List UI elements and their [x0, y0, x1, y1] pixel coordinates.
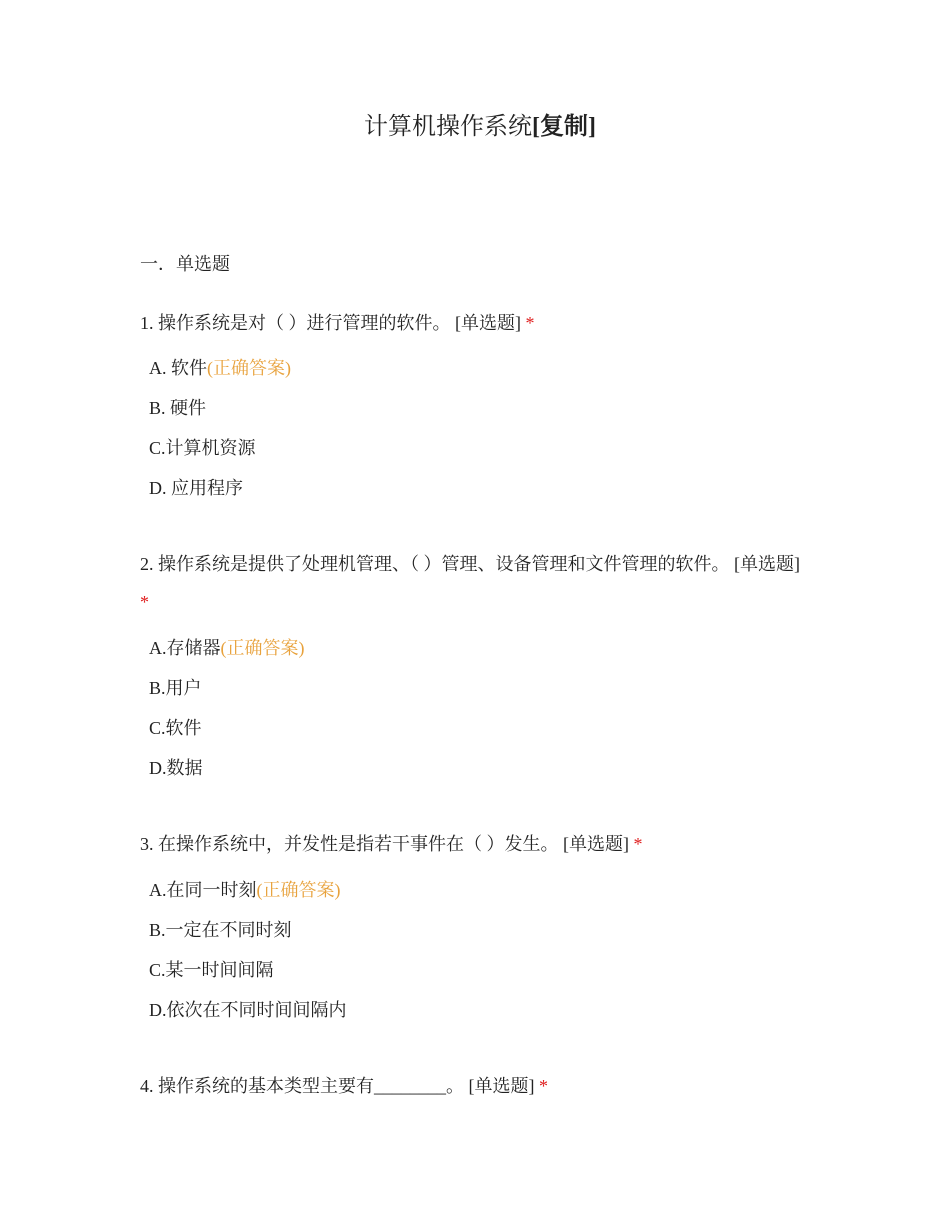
option-1-d[interactable] — [149, 474, 243, 502]
question-2 — [140, 545, 812, 621]
question-text: 操作系统是提供了处理机管理、（ ）管理、设备管理和文件管理的软件。 — [158, 554, 730, 574]
page-title — [0, 110, 950, 144]
option-3-d[interactable] — [149, 996, 347, 1024]
option-1-a[interactable] — [149, 354, 291, 382]
option-label: B. 硬件 — [149, 398, 207, 418]
title-suffix: [复制] — [532, 114, 596, 140]
option-2-b[interactable] — [149, 674, 202, 702]
question-number: 2. — [140, 554, 154, 574]
question-4 — [140, 1067, 812, 1105]
question-number: 1. — [140, 313, 154, 333]
option-1-c[interactable] — [149, 434, 256, 462]
required-mark: * — [633, 834, 643, 854]
option-3-c[interactable] — [149, 956, 274, 984]
required-mark: * — [140, 592, 149, 612]
option-2-a[interactable] — [149, 634, 305, 662]
section-heading: 一．单选题 — [140, 254, 230, 274]
option-3-b[interactable] — [149, 916, 292, 944]
correct-answer-tag: (正确答案) — [220, 638, 305, 658]
option-1-b[interactable] — [149, 394, 206, 422]
option-2-c[interactable] — [149, 714, 202, 742]
option-label: B.用户 — [149, 678, 202, 698]
question-3 — [140, 825, 812, 863]
option-label: C.软件 — [149, 718, 202, 738]
question-text: 在操作系统中，并发性是指若干事件在（ ）发生。 — [158, 834, 559, 854]
required-mark: * — [525, 313, 535, 333]
question-type-tag: [单选题] — [563, 834, 629, 854]
title-text: 计算机操作系统 — [364, 114, 532, 140]
option-label: D.数据 — [149, 758, 203, 778]
question-type-tag: [单选题] — [734, 554, 800, 574]
question-type-tag: [单选题] — [455, 313, 521, 333]
question-number: 4. — [140, 1076, 154, 1096]
option-label: C.计算机资源 — [149, 438, 256, 458]
question-text: 操作系统的基本类型主要有________。 — [158, 1076, 464, 1096]
question-1 — [140, 304, 812, 342]
option-label: A.在同一时刻 — [149, 880, 257, 900]
option-label: C.某一时间间隔 — [149, 960, 274, 980]
option-label: B.一定在不同时刻 — [149, 920, 292, 940]
question-text: 操作系统是对（ ）进行管理的软件。 — [158, 313, 451, 333]
correct-answer-tag: (正确答案) — [207, 358, 291, 378]
question-type-tag: [单选题] — [468, 1076, 535, 1096]
correct-answer-tag: (正确答案) — [256, 880, 341, 900]
option-label: A. 软件 — [149, 358, 207, 378]
option-label: A.存储器 — [149, 638, 221, 658]
required-mark: * — [539, 1076, 548, 1096]
option-3-a[interactable] — [149, 876, 341, 904]
question-number: 3. — [140, 834, 154, 854]
option-label: D.依次在不同时间间隔内 — [149, 1000, 347, 1020]
option-label: D. 应用程序 — [149, 478, 243, 498]
option-2-d[interactable] — [149, 754, 203, 782]
